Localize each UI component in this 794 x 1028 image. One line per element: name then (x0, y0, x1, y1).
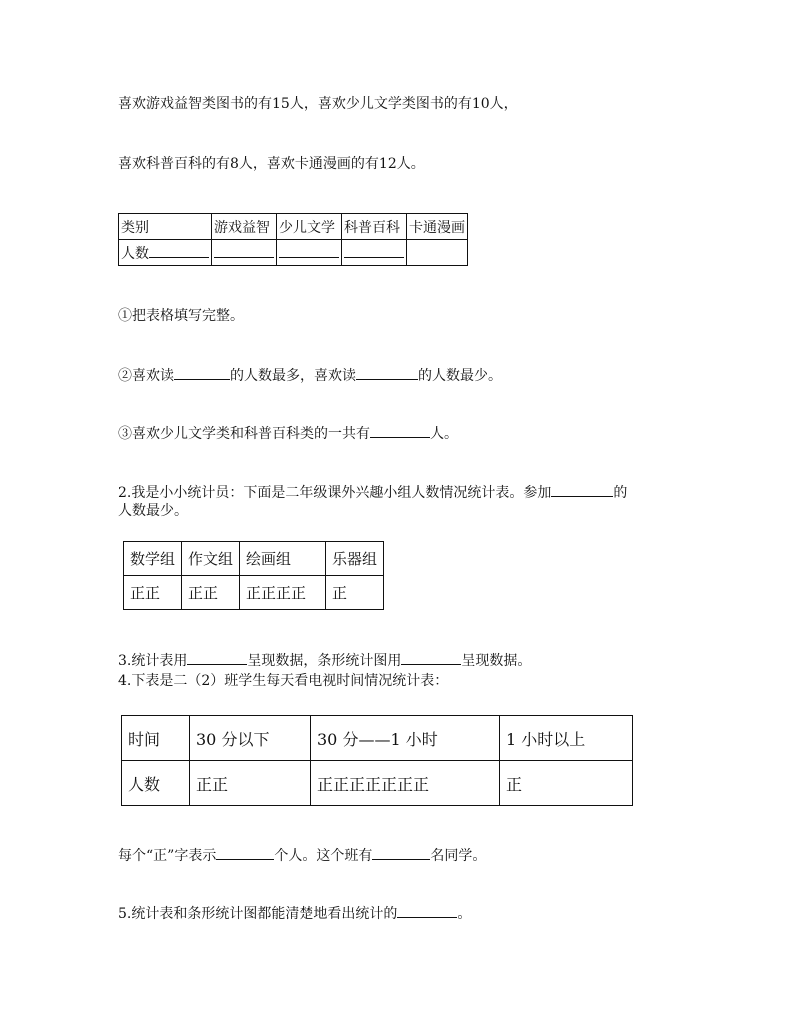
table-cell: 乐器组 (326, 542, 384, 576)
answer-blank[interactable] (401, 650, 461, 665)
q5-text-b: 。 (457, 906, 472, 922)
table-cell (212, 240, 277, 266)
table-cell: 30 分以下 (190, 716, 311, 761)
table-row (124, 576, 384, 610)
q2-line1 (118, 482, 627, 502)
answer-blank[interactable] (370, 423, 430, 438)
table-cell: 正 (326, 576, 384, 610)
table-cell: 绘画组 (240, 542, 326, 576)
table-cell: 时间 (122, 716, 190, 761)
table-cell: 少儿文学 (277, 214, 342, 240)
book-category-table (118, 213, 468, 266)
q1-intro-line1: 喜欢游戏益智类图书的有15人，喜欢少儿文学类图书的有10人， (118, 96, 518, 112)
q5-text-a: 5.统计表和条形统计图都能清楚地看出统计的 (118, 906, 398, 922)
table-cell: 正正正正正正正 (311, 761, 500, 806)
q1-sub2 (118, 365, 502, 385)
answer-blank[interactable] (372, 845, 430, 860)
q1-intro-line2: 喜欢科普百科的有8人，喜欢卡通漫画的有12人。 (118, 156, 425, 172)
table-cell: 30 分——1 小时 (311, 716, 500, 761)
answer-blank[interactable] (187, 650, 247, 665)
q1-sub2-text-a: ②喜欢读 (118, 368, 174, 384)
table-cell: 正正正正 (240, 576, 326, 610)
q5-line (118, 903, 471, 923)
table-cell (407, 240, 468, 266)
answer-blank[interactable] (216, 845, 274, 860)
answer-blank[interactable] (551, 482, 613, 497)
table-cell: 游戏益智 (212, 214, 277, 240)
answer-blank[interactable] (397, 903, 457, 918)
table-row (119, 214, 468, 240)
q4-after-text-b: 个人。这个班有 (274, 848, 373, 864)
answer-blank[interactable] (174, 365, 230, 380)
q2-text-b: 的 (613, 485, 628, 501)
table-cell: 类别 (119, 214, 212, 240)
table-cell: 科普百科 (342, 214, 407, 240)
answer-blank[interactable] (356, 365, 418, 380)
row-label: 人数 (121, 245, 149, 262)
q4-after-text-c: 名同学。 (430, 848, 487, 864)
table-cell: 1 小时以上 (500, 716, 633, 761)
q4-after (118, 845, 486, 865)
q4-title: 4.下表是二（2）班学生每天看电视时间情况统计表： (118, 673, 449, 689)
table-cell (277, 240, 342, 266)
q3-text-b: 呈现数据，条形统计图用 (247, 653, 402, 669)
table-row (119, 240, 468, 266)
q1-sub3-text-a: ③喜欢少儿文学类和科普百科类的一共有 (118, 426, 370, 442)
table-cell: 正正 (124, 576, 182, 610)
q3-line (118, 650, 531, 670)
q4-after-text-a: 每个“正”字表示 (118, 848, 217, 864)
table-cell (342, 240, 407, 266)
q1-sub2-text-b: 的人数最多，喜欢读 (230, 368, 356, 384)
table-row (122, 761, 633, 806)
answer-blank[interactable] (149, 243, 209, 258)
table-cell: 正 (500, 761, 633, 806)
answer-blank[interactable] (344, 243, 404, 258)
q2-line2: 人数最少。 (118, 503, 188, 519)
q1-sub1: ①把表格填写完整。 (118, 308, 244, 324)
table-cell: 卡通漫画 (407, 214, 468, 240)
tv-time-table (121, 715, 633, 806)
table-cell (119, 240, 212, 266)
table-cell: 正正 (190, 761, 311, 806)
table-cell: 作文组 (182, 542, 240, 576)
q3-text-a: 3.统计表用 (118, 653, 188, 669)
q1-sub3 (118, 423, 458, 443)
table-cell: 数学组 (124, 542, 182, 576)
q1-sub3-text-b: 人。 (430, 426, 458, 442)
interest-group-table (123, 541, 384, 610)
q2-text-a: 2.我是小小统计员：下面是二年级课外兴趣小组人数情况统计表。参加 (118, 485, 552, 501)
answer-blank[interactable] (214, 243, 274, 258)
q1-sub2-text-c: 的人数最少。 (418, 368, 502, 384)
table-cell: 人数 (122, 761, 190, 806)
table-row (122, 716, 633, 761)
table-row (124, 542, 384, 576)
table-cell: 正正 (182, 576, 240, 610)
q3-text-c: 呈现数据。 (461, 653, 532, 669)
answer-blank[interactable] (279, 243, 339, 258)
